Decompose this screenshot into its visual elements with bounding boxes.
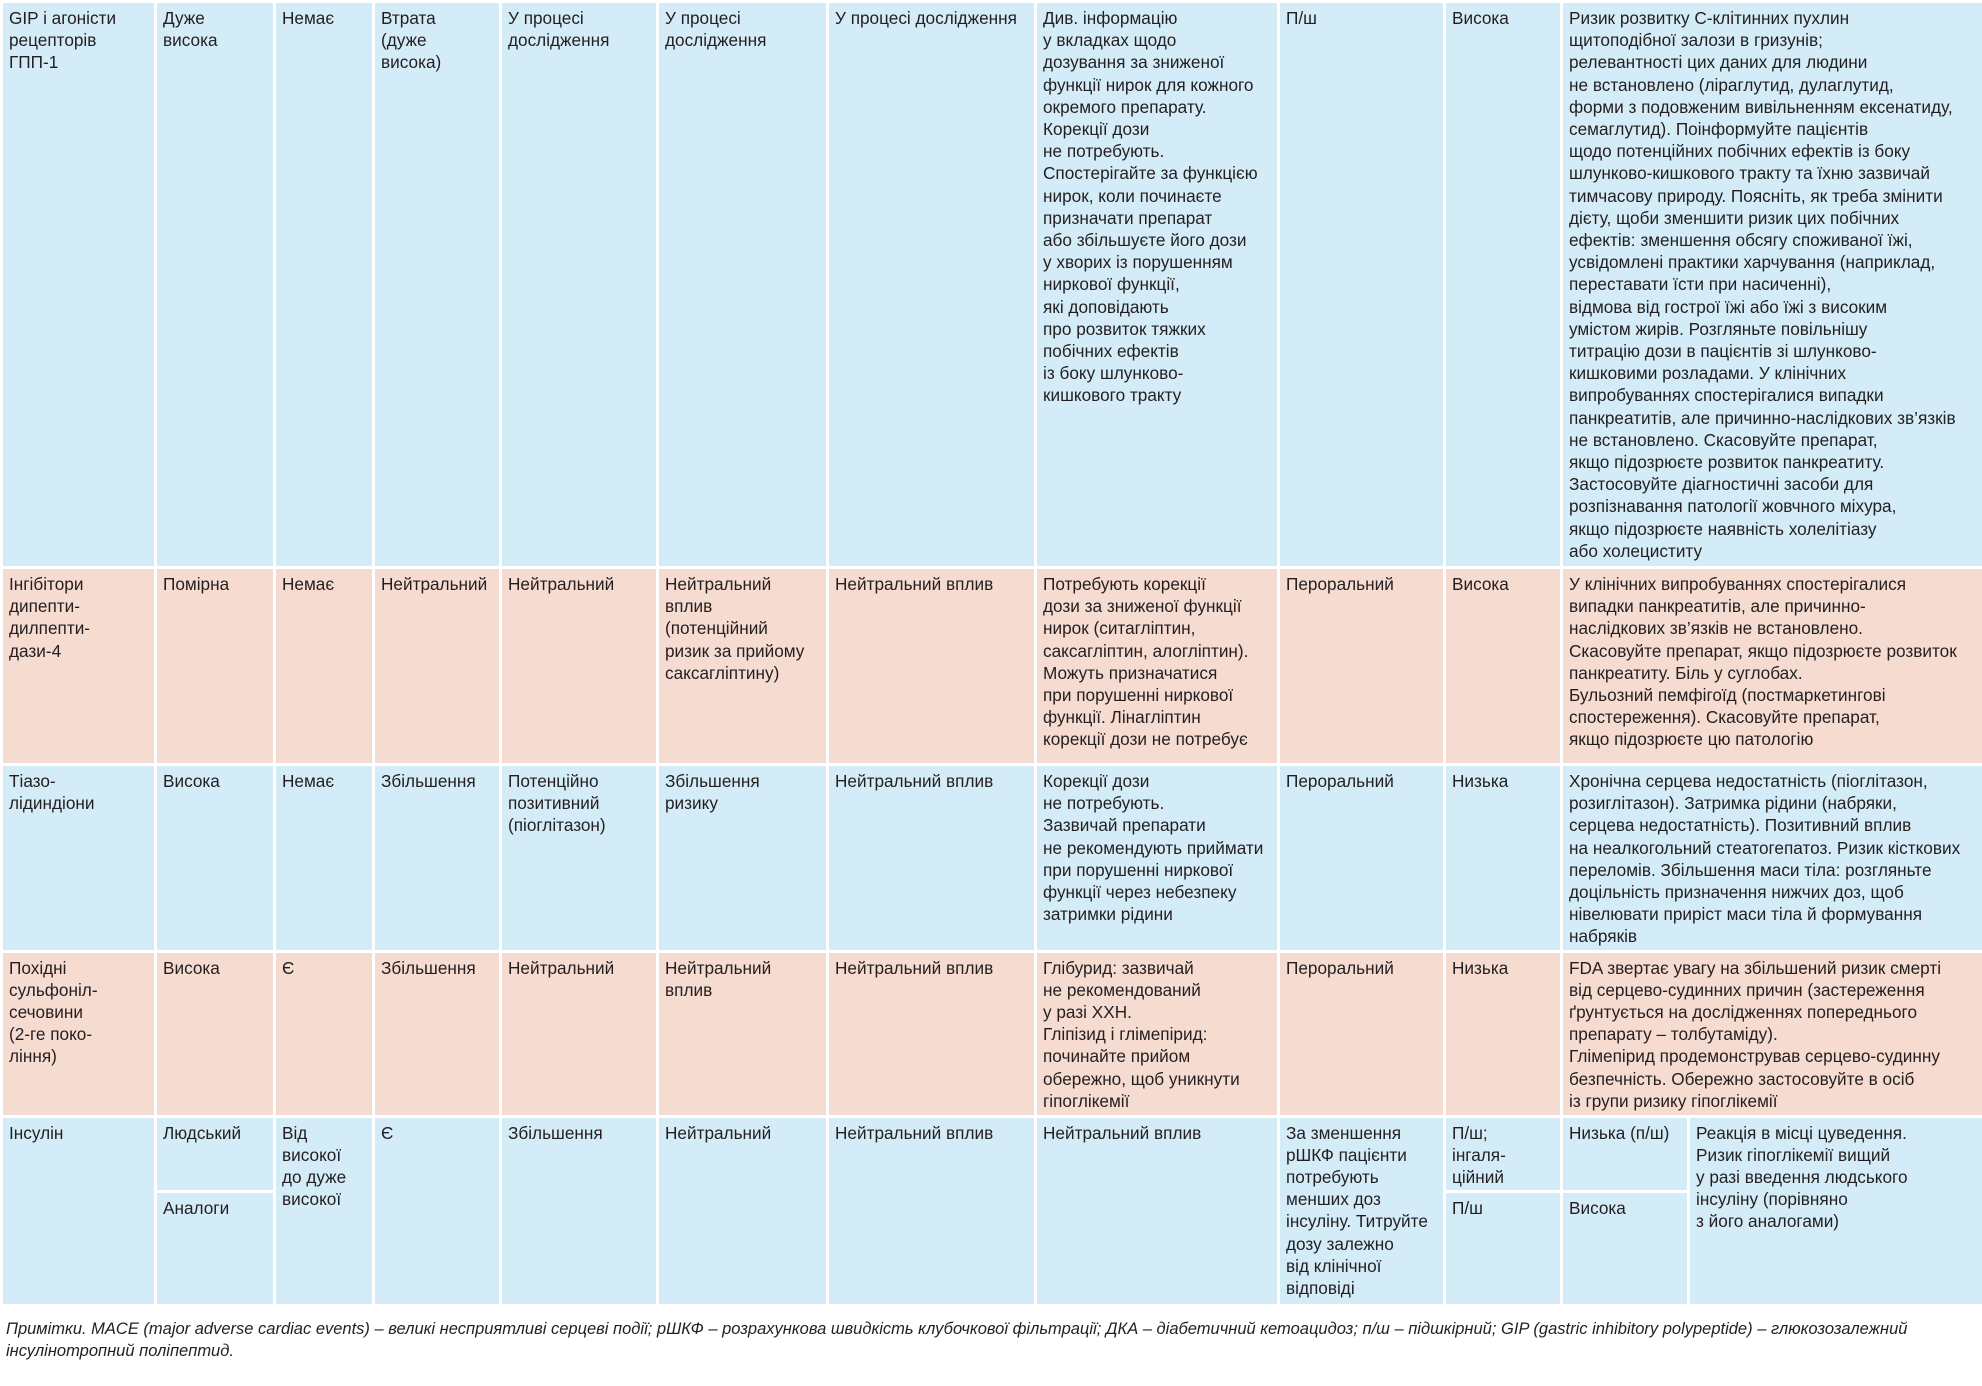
cv-atherosclerotic-cell: Потенційно позитивний (піоглітазон) (501, 765, 658, 952)
cv-heart-failure-cell: Нейтральний (658, 1116, 828, 1306)
cost-cell: Висока (1445, 568, 1562, 765)
efficacy-cell: Дуже висока (156, 2, 275, 568)
efficacy-cell: Висока (156, 951, 275, 1116)
efficacy-subtype-cell: Аналоги (156, 1192, 275, 1306)
considerations-cell: Хронічна серцева недостатність (піоглітазон, розиглітазон). Затримка рідини (набряки, серцева недостатність). Позитивний вплив на неалкогольний стеатогепатоз. Ризик кісткових переломів. Збільшення маси тіла: розгляньте доцільність призначення нижчих доз, щоб нівелювати приріст маси тіла й формування набряків (1562, 765, 1982, 952)
route-cell: Пероральний (1279, 568, 1445, 765)
route-note-cell: За зменшення рШКФ пацієнти потребують менших доз інсуліну. Титруйте дозу залежно від клінічної відповіді (1279, 1116, 1445, 1306)
hypoglycemia-cell: Є (275, 951, 374, 1116)
cost-cell: Висока (1445, 2, 1562, 568)
route-cell: Пероральний (1279, 951, 1445, 1116)
weight-cell: Збільшення (374, 951, 501, 1116)
renal-dosing-cell: Глібурид: зазвичай не рекомендований у разі ХХН. Гліпізид і глімепірид: починайте прийом обережно, щоб уникнути гіпоглікемії (1036, 951, 1279, 1116)
renal-dosing-cell: Див. інформацію у вкладках щодо дозування за зниженої функції нирок для кожного окремого препарату. Корекції дози не потребують. Спостерігайте за функцією нирок, коли починаєте призначати препарат або збільшуєте його дози у хворих із порушенням ниркової функції, які доповідають про розвиток тяжких побічних ефектів із боку шлунково- кишкового тракту (1036, 2, 1279, 568)
weight-cell: Втрата (дуже висока) (374, 2, 501, 568)
cv-heart-failure-cell: Нейтральний вплив (потенційний ризик за прийому саксагліптину) (658, 568, 828, 765)
renal-dosing-cell: Нейтральний вплив (1036, 1116, 1279, 1306)
efficacy-cell: Висока (156, 765, 275, 952)
efficacy-cell: Помірна (156, 568, 275, 765)
cost-cell: Низька (1445, 951, 1562, 1116)
hypoglycemia-cell: Від високої до дуже високої (275, 1116, 374, 1306)
considerations-cell: Реакція в місці цуведення. Ризик гіпоглікемії вищий у разі введення людського інсуліну (порівняно з його аналогами) (1689, 1116, 1982, 1306)
weight-cell: Є (374, 1116, 501, 1306)
cost-cell: Висока (1562, 1192, 1689, 1306)
weight-cell: Нейтральний (374, 568, 501, 765)
weight-cell: Збільшення (374, 765, 501, 952)
drug-class-cell: Інгібітори дипепти- дилпепти- дази-4 (2, 568, 156, 765)
route-cell: Пероральний (1279, 765, 1445, 952)
cv-heart-failure-cell: Нейтральний вплив (658, 951, 828, 1116)
renal-ckd-cell: У процесі дослідження (828, 2, 1036, 568)
footnote: Примітки. MACE (major adverse cardiac events) – великі несприятливі серцеві події; рШКФ – розрахункова швидкість клубочкової фільтрації; ДКА – діабетичний кетоацидоз; п/ш – підшкірний; GIP (gastric inhibitory polypeptide) – глюкозозалежний інсулінотропний поліпептид. (6, 1320, 1908, 1360)
drug-class-cell: Тіазо- лідиндіони (2, 765, 156, 952)
table-row (2, 568, 1982, 765)
table-row (2, 2, 1982, 568)
cv-heart-failure-cell: У процесі дослідження (658, 2, 828, 568)
route-cell: П/ш (1445, 1192, 1562, 1306)
cv-atherosclerotic-cell: Збільшення (501, 1116, 658, 1306)
table-row (2, 765, 1982, 952)
renal-ckd-cell: Нейтральний вплив (828, 951, 1036, 1116)
hypoglycemia-cell: Немає (275, 2, 374, 568)
cost-cell: Низька (п/ш) (1562, 1116, 1689, 1192)
drug-class-cell: GIP і агоністи рецепторів ГПП-1 (2, 2, 156, 568)
considerations-cell: FDA звертає увагу на збільшений ризик смерті від серцево-судинних причин (застереження ґрунтується на дослідженнях попереднього препарату – толбутаміду). Глімепірид продемонстрував серцево-судинну безпечність. Обережно застосовуйте в осіб із групи ризику гіпоглікемії (1562, 951, 1982, 1116)
drug-class-cell: Інсулін (2, 1116, 156, 1306)
renal-dosing-cell: Корекції дози не потребують. Зазвичай препарати не рекомендують приймати при порушенні ниркової функції через небезпеку затримки рідини (1036, 765, 1279, 952)
cv-atherosclerotic-cell: Нейтральний (501, 568, 658, 765)
table-row (2, 1116, 1982, 1192)
renal-ckd-cell: Нейтральний вплив (828, 568, 1036, 765)
considerations-cell: У клінічних випробуваннях спостерігалися випадки панкреатитів, але причинно- наслідкових зв’язків не встановлено. Скасовуйте препарат, якщо підозрюєте розвиток панкреатиту. Біль у суглобах. Бульозний пемфігоїд (постмаркетингові спостереження). Скасовуйте препарат, якщо підозрюєте цю патологію (1562, 568, 1982, 765)
hypoglycemia-cell: Немає (275, 765, 374, 952)
renal-ckd-cell: Нейтральний вплив (828, 765, 1036, 952)
cv-atherosclerotic-cell: Нейтральний (501, 951, 658, 1116)
considerations-cell: Ризик розвитку С-клітинних пухлин щитоподібної залози в гризунів; релевантності цих даних для людини не встановлено (ліраглутид, дулаглутид, форми з подовженим вивільненням ексенатиду, семаглутид). Поінформуйте пацієнтів щодо потенційних побічних ефектів із боку шлунково-кишкового тракту та їхню зазвичай тимчасову природу. Поясніть, як треба змінити дієту, щоби зменшити ризик цих побічних ефектів: зменшення обсягу споживаної їжі, усвідомлені практики харчування (наприклад, переставати їсти при насиченні), відмова від гострої їжі або їжі з високим умістом жирів. Розгляньте повільнішу титрацію дози в пацієнтів зі шлунково- кишковими розладами. У клінічних випробуваннях спостерігалися випадки панкреатитів, але причинно-наслідкових зв’язків не встановлено. Скасовуйте препарат, якщо підозрюєте розвиток панкреатиту. Застосовуйте діагностичні засоби для розпізнавання патології жовчного міхура, якщо підозрюєте наявність холелітіазу або холециститу (1562, 2, 1982, 568)
efficacy-subtype-cell: Людський (156, 1116, 275, 1192)
table-row (2, 951, 1982, 1116)
cost-cell: Низька (1445, 765, 1562, 952)
cv-atherosclerotic-cell: У процесі дослідження (501, 2, 658, 568)
renal-ckd-cell: Нейтральний вплив (828, 1116, 1036, 1306)
route-cell: П/ш; інгаля- ційний (1445, 1116, 1562, 1192)
renal-dosing-cell: Потребують корекції дози за зниженої функції нирок (ситагліптин, саксагліптин, алогліптин). Можуть призначатися при порушенні ниркової функції. Лінагліптин корекції дози не потребує (1036, 568, 1279, 765)
cv-heart-failure-cell: Збільшення ризику (658, 765, 828, 952)
drug-class-cell: Похідні сульфоніл- сечовини (2-ге поко- ління) (2, 951, 156, 1116)
route-cell: П/ш (1279, 2, 1445, 568)
hypoglycemia-cell: Немає (275, 568, 374, 765)
